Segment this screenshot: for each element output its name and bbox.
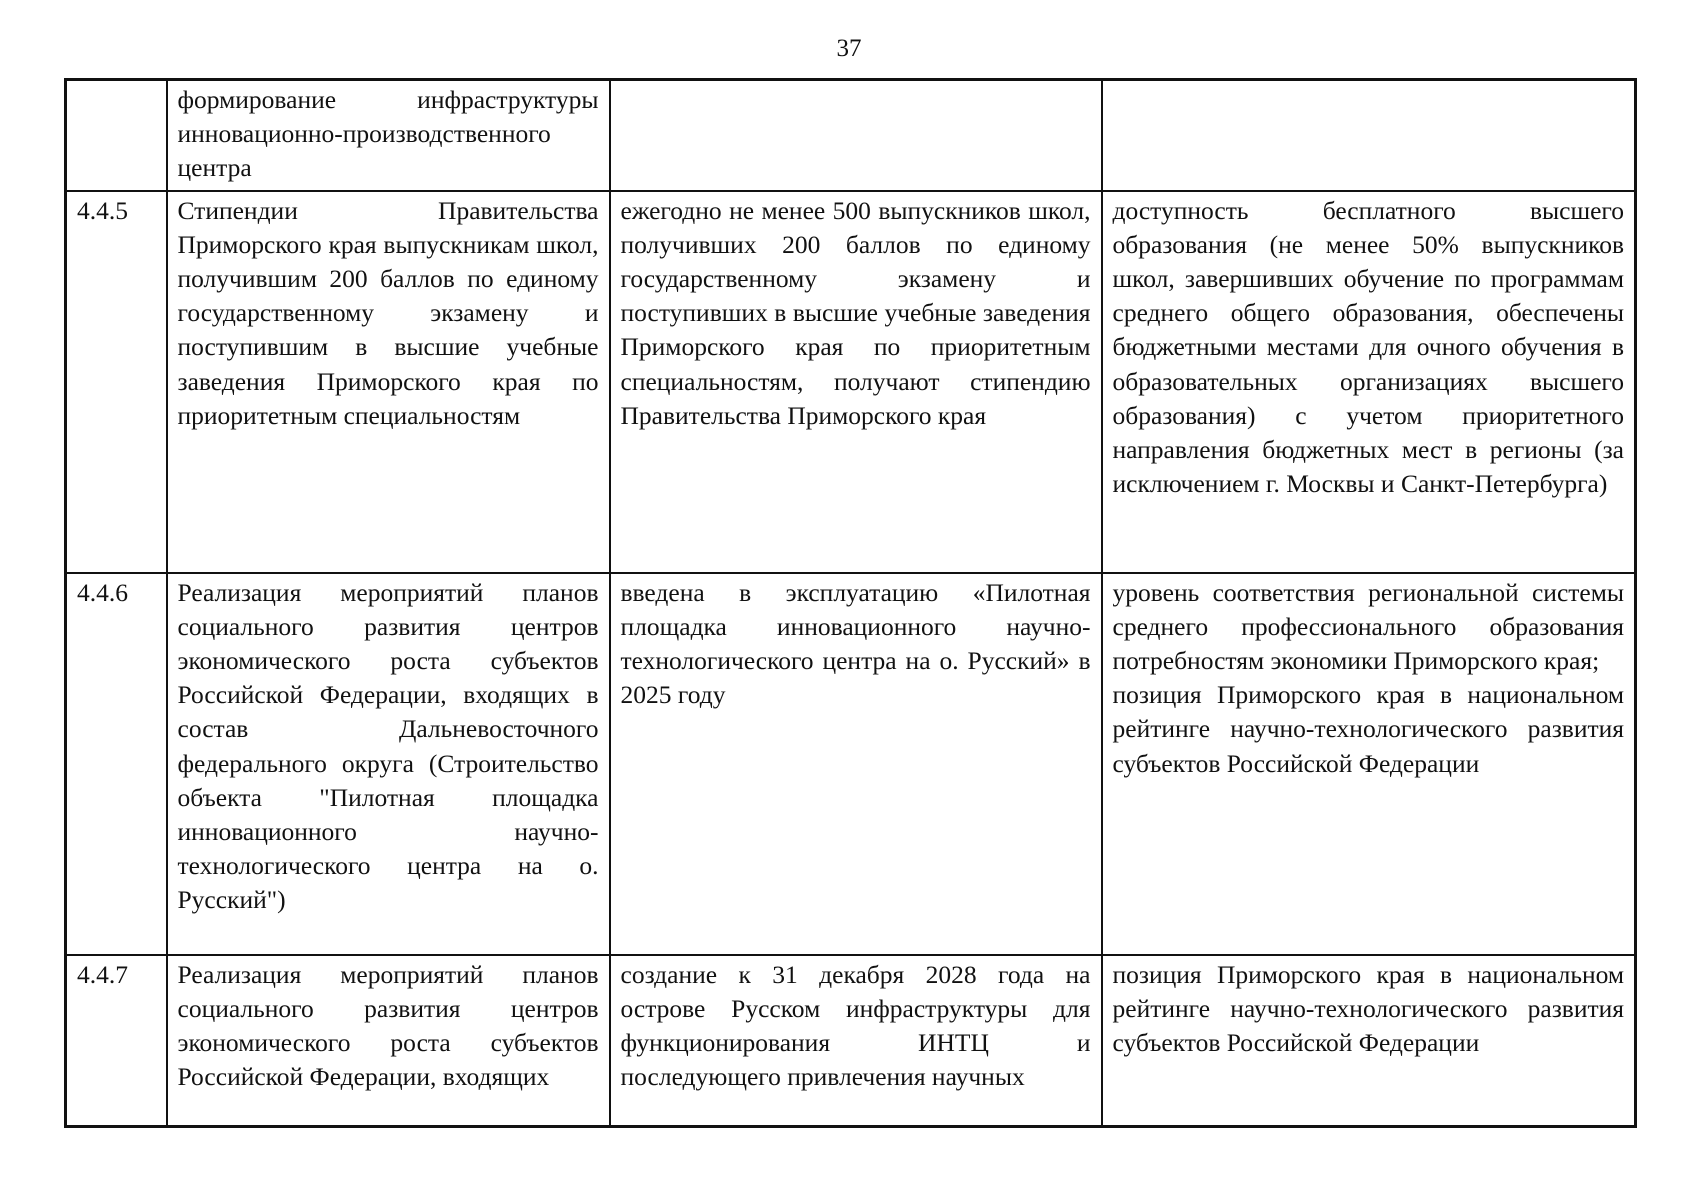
indicator-cell — [1102, 955, 1636, 1127]
row-number: 4.4.6 — [66, 573, 167, 955]
result-cell: ежегодно не менее 500 выпускников школ, получивших 200 баллов по единому государственному экзамену и поступивших в высшие учебные заведения Приморского края по приоритетным специальностям, получают стипендию Правительства Приморского края — [610, 191, 1102, 573]
indicator-paragraph: доступность бесплатного высшего образования (не менее 50% выпускников школ, завершивших обучение по программам среднего общего образования, обеспечены бюджетными местами для очного обучения в образовательных организациях высшего образования) с учетом приоритетного направления бюджетных мест в регионы (за исключением г. Москвы и Санкт-Петербурга) — [1112, 195, 1624, 499]
event-cell: Реализация мероприятий планов социального развития центров экономического роста субъектов Российской Федерации, входящих — [167, 955, 610, 1127]
row-number: 4.4.7 — [66, 955, 167, 1127]
measures-table — [64, 78, 1637, 1128]
page-number: 37 — [836, 35, 862, 62]
indicator-cell — [1102, 80, 1636, 191]
indicator-cell — [1102, 191, 1636, 573]
result-cell — [610, 80, 1102, 191]
table-row — [66, 573, 1636, 955]
result-cell: введена в эксплуатацию «Пилотная площадка инновационного научно-технологического центра на о. Русский» в 2025 году — [610, 573, 1102, 955]
table-row — [66, 191, 1636, 573]
table-row — [66, 955, 1636, 1127]
row-number — [66, 80, 167, 191]
row-number: 4.4.5 — [66, 191, 167, 573]
result-cell: создание к 31 декабря 2028 года на острове Русском инфраструктуры для функционирования ИНТЦ и последующего привлечения научных — [610, 955, 1102, 1127]
table-row — [66, 80, 1636, 191]
indicator-paragraph: позиция Приморского края в национальном рейтинге научно-технологического развития субъектов Российской Федерации — [1112, 959, 1624, 1058]
indicator-paragraph: уровень соответствия региональной системы среднего профессионального образования потребностям экономики Приморского края; — [1112, 577, 1624, 676]
indicator-paragraph: позиция Приморского края в национальном рейтинге научно-технологического развития субъектов Российской Федерации — [1112, 680, 1624, 778]
event-cell: формирование инфраструктуры инновационно-производственного центра — [167, 80, 610, 191]
event-cell: Реализация мероприятий планов социального развития центров экономического роста субъектов Российской Федерации, входящих в состав Дальневосточного федерального округа (Строительство объекта "Пилотная площадка инновационного научно-технологического центра на о. Русский") — [167, 573, 610, 955]
event-cell: Стипендии Правительства Приморского края выпускникам школ, получившим 200 баллов по единому государственному экзамену и поступившим в высшие учебные заведения Приморского края по приоритетным специальностям — [167, 191, 610, 573]
indicator-cell — [1102, 573, 1636, 955]
